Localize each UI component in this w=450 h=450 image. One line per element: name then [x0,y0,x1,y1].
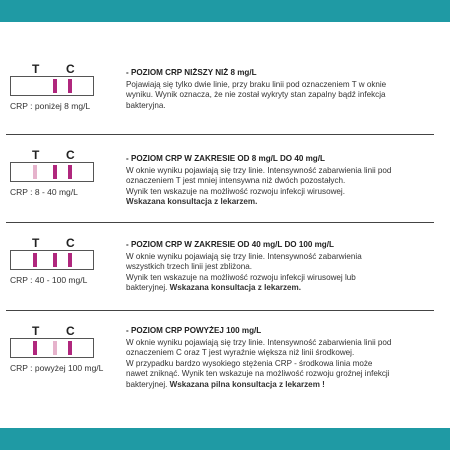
strip-line-c [68,79,72,93]
desc-line: nawet zniknąć. Wynik ten wskazuje na możliwość rozwoju groźnej infekcji [126,369,390,378]
t-marker: T [32,324,40,338]
crp-range-caption: CRP : 40 - 100 mg/L [10,275,88,285]
test-strip-diagram [10,62,106,122]
crp-section-40-100 [0,236,450,316]
crp-section-below-8 [0,62,450,142]
recommendation-text: Wskazana konsultacja z lekarzem. [169,283,301,292]
section-title: - POZIOM CRP W ZAKRESIE OD 40 mg/L DO 100 mg/L [126,240,334,249]
test-strip-diagram [10,236,106,296]
test-strip-diagram [10,148,106,208]
desc-line: W oknie wyniku pojawiają się trzy linie. Intensywność zabarwienia linii pod [126,165,392,175]
strip-line-middle [53,341,57,355]
recommendation-text: Wskazana konsultacja z lekarzem. [126,197,258,206]
desc-line [126,283,438,294]
desc-line-start: bakteryjnej. [126,283,168,292]
result-window [10,76,94,96]
result-window [10,250,94,270]
desc-line: oznaczeniem C oraz T jest wyraźnie większa niż linii środkowej. [126,348,355,357]
strip-line-t [33,341,37,355]
top-accent-bar [0,0,450,22]
c-marker: C [66,62,75,76]
crp-section-8-40 [0,148,450,228]
section-divider [6,222,434,223]
c-marker: C [66,236,75,250]
crp-section-above-100 [0,324,450,424]
strip-line-c [68,253,72,267]
desc-line: Wynik ten wskazuje na możliwość rozwoju infekcji wirusowej lub [126,272,356,282]
test-strip-diagram [10,324,106,384]
section-description [126,326,438,390]
desc-line [126,380,438,391]
c-marker: C [66,148,75,162]
crp-range-caption: CRP : powyżej 100 mg/L [10,363,104,373]
section-title: - POZIOM CRP NIŻSZY NIŻ 8 mg/L [126,68,257,77]
strip-line-t [33,165,37,179]
desc-line: bakteryjna. [126,100,166,110]
bottom-accent-bar [0,428,450,450]
strip-line-middle [53,253,57,267]
strip-line-middle [53,79,57,93]
t-marker: T [32,236,40,250]
desc-line: wyniku. Wynik oznacza, że nie został wykryty stan zapalny bądź infekcja [126,90,386,99]
t-marker: T [32,148,40,162]
crp-range-caption: CRP : 8 - 40 mg/L [10,187,78,197]
section-divider [6,134,434,135]
desc-line: oznaczeniem T jest mniej intensywna niż dwóch pozostałych. [126,176,346,185]
strip-line-t [33,79,37,93]
result-window [10,338,94,358]
desc-line: Wynik ten wskazuje na możliwość rozwoju infekcji wirusowej. [126,186,345,196]
result-window [10,162,94,182]
desc-line: W oknie wyniku pojawiają się trzy linie. Intensywność zabarwienia [126,251,362,261]
crp-range-caption: CRP : poniżej 8 mg/L [10,101,91,111]
strip-line-c [68,341,72,355]
desc-line: Pojawiają się tylko dwie linie, przy braku linii pod oznaczeniem T w oknie [126,79,387,89]
strip-line-c [68,165,72,179]
desc-line: W przypadku bardzo wysokiego stężenia CRP - środkowa linia może [126,358,373,368]
section-description [126,154,438,208]
section-title: - POZIOM CRP POWYŻEJ 100 mg/L [126,326,262,335]
strip-line-t [33,253,37,267]
recommendation-text: Wskazana pilna konsultacja z lekarzem ! [169,379,325,389]
section-title: - POZIOM CRP W ZAKRESIE OD 8 mg/L DO 40 mg/L [126,154,325,163]
desc-line: W oknie wyniku pojawiają się trzy linie. Intensywność zabarwienia linii pod [126,337,392,347]
desc-line-start: bakteryjnej. [126,379,168,389]
c-marker: C [66,324,75,338]
section-description [126,68,438,111]
section-description [126,240,438,294]
strip-line-middle [53,165,57,179]
desc-line: wszystkich trzech linii jest zbliżona. [126,262,252,271]
t-marker: T [32,62,40,76]
section-divider [6,310,434,311]
